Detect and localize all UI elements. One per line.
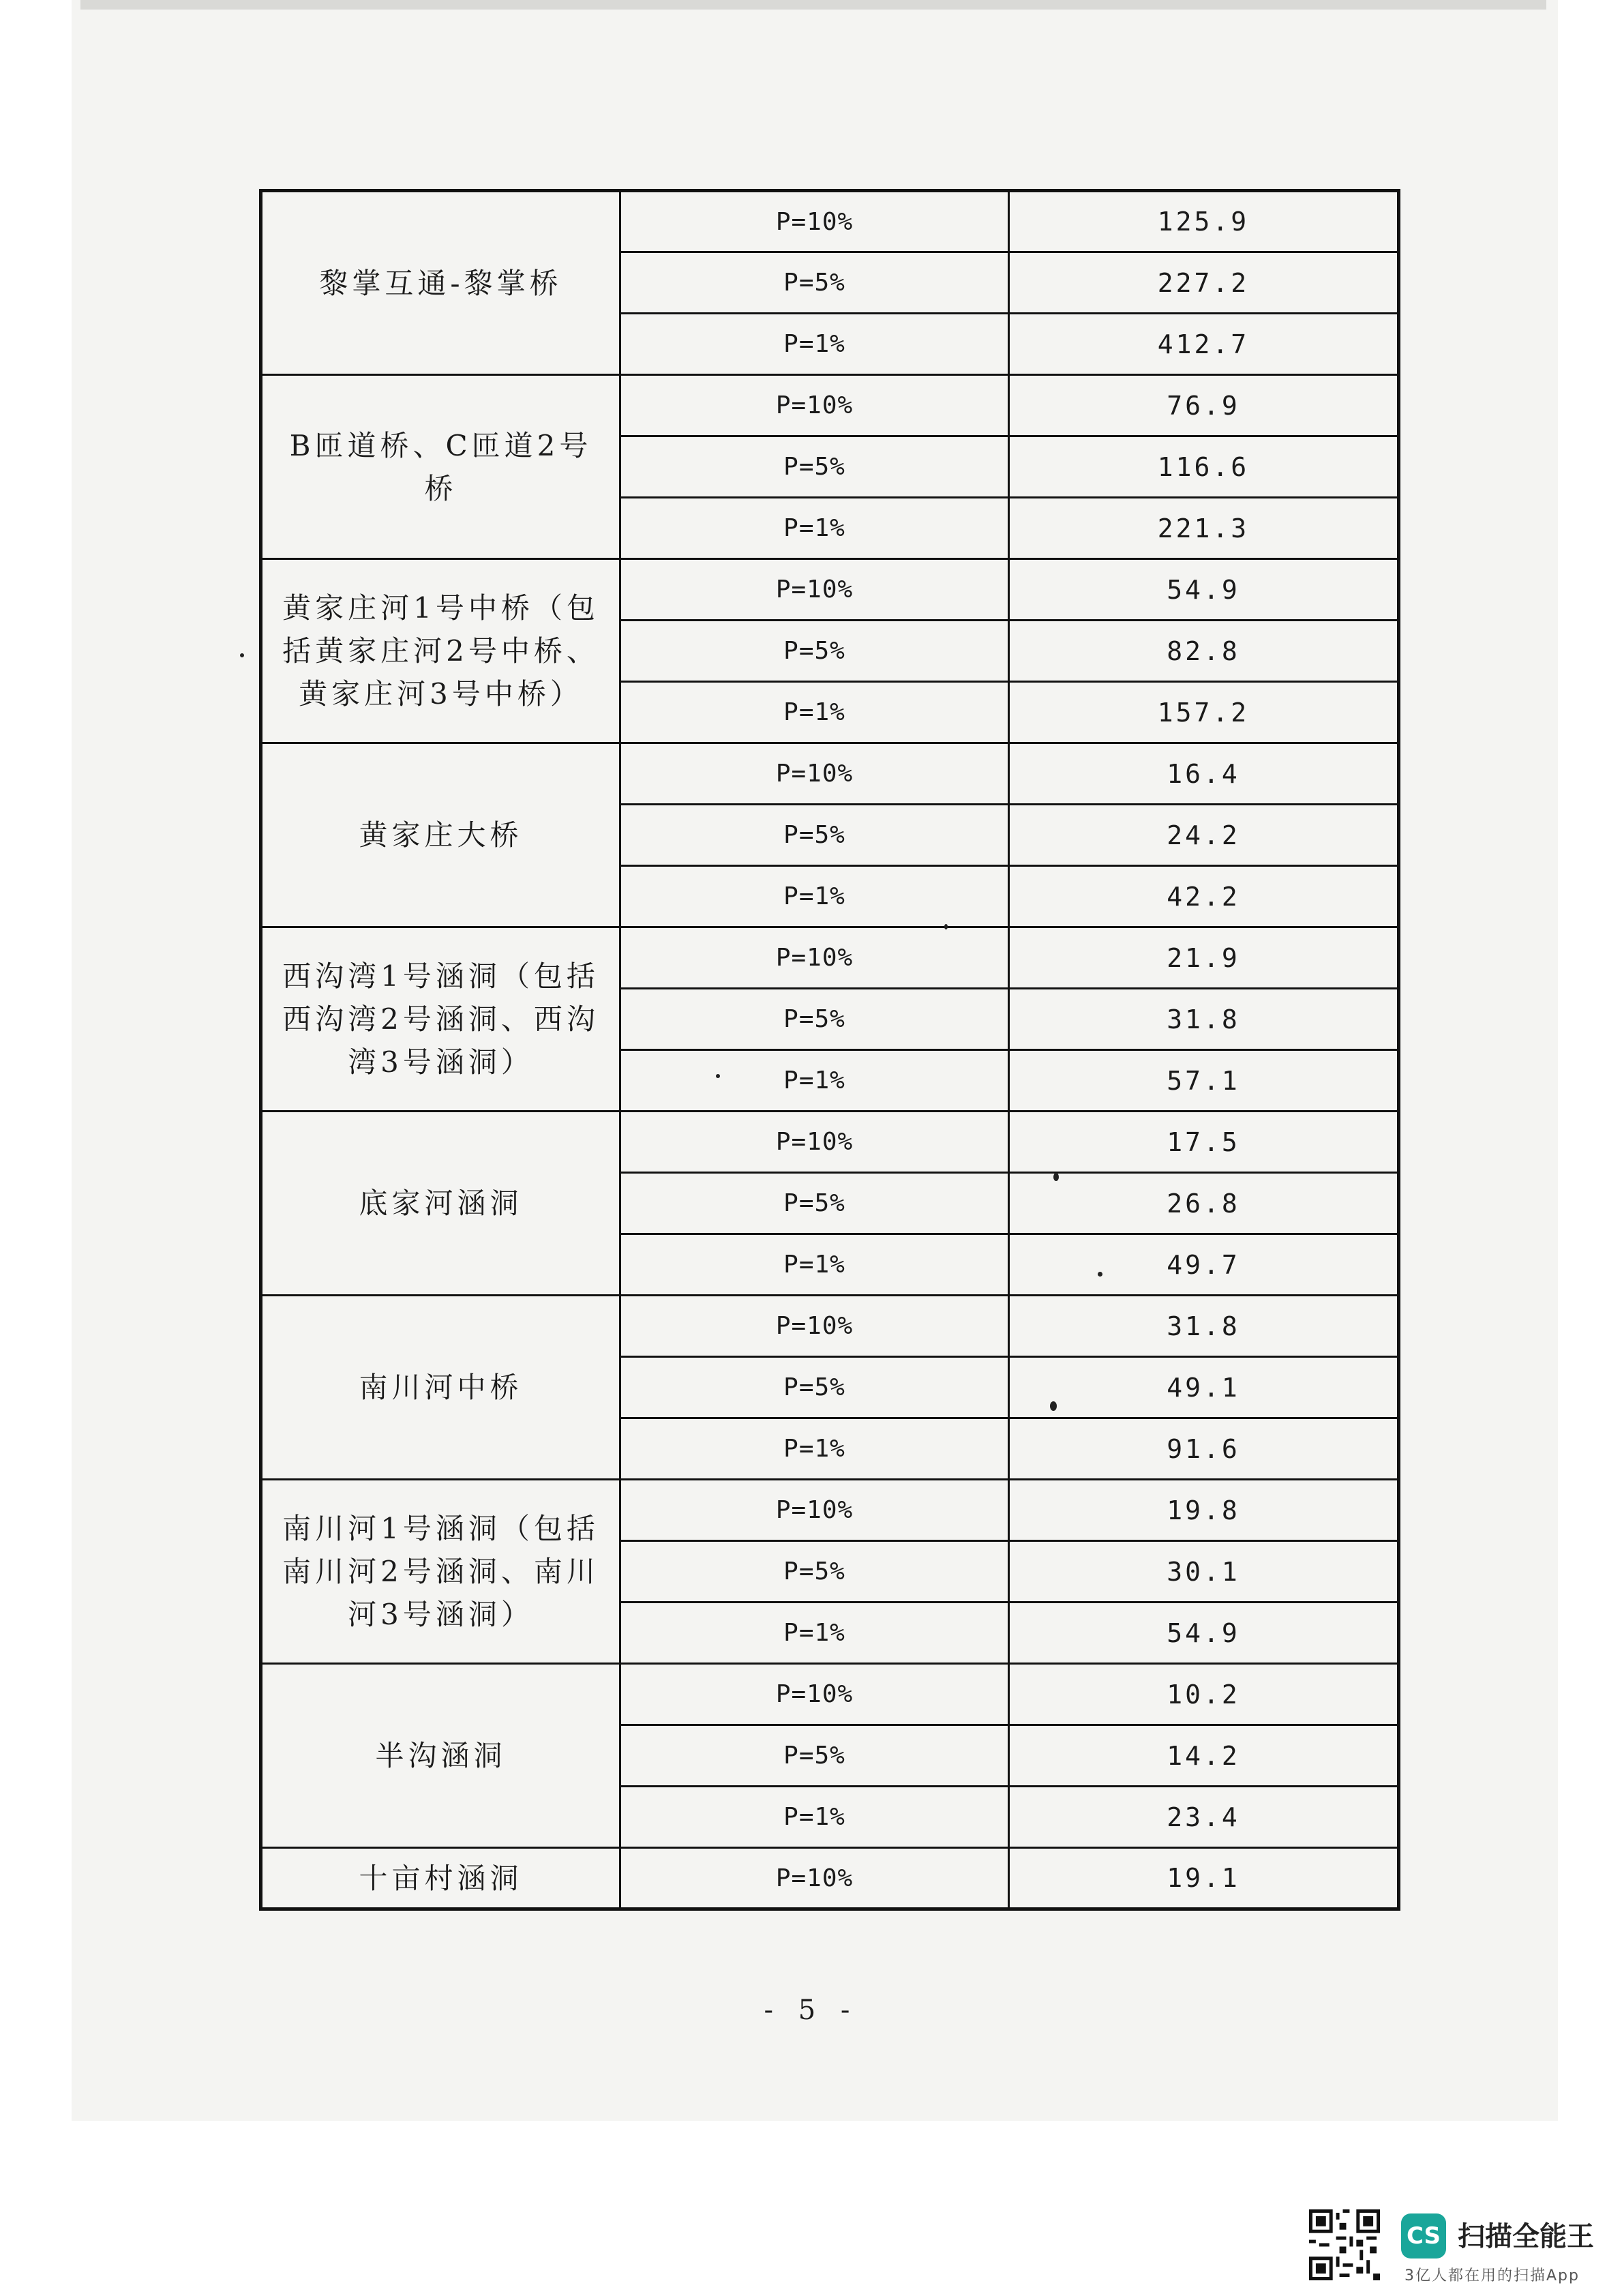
flow-value-cell: 17.5 bbox=[1009, 1112, 1399, 1173]
frequency-cell: P=5% bbox=[620, 1541, 1009, 1602]
flow-value-cell: 31.8 bbox=[1009, 1296, 1399, 1357]
flow-value-cell: 49.7 bbox=[1009, 1234, 1399, 1296]
frequency-cell: P=1% bbox=[620, 866, 1009, 927]
site-name-cell: 南川河中桥 bbox=[261, 1296, 620, 1480]
table-row bbox=[261, 927, 1399, 989]
frequency-cell: P=1% bbox=[620, 682, 1009, 743]
frequency-cell: P=5% bbox=[620, 436, 1009, 498]
table-row bbox=[261, 1848, 1399, 1909]
table-row bbox=[261, 1112, 1399, 1173]
flow-value-cell: 30.1 bbox=[1009, 1541, 1399, 1602]
frequency-cell: P=10% bbox=[620, 1112, 1009, 1173]
scan-speck bbox=[944, 924, 948, 929]
frequency-cell: P=1% bbox=[620, 1418, 1009, 1480]
frequency-cell: P=1% bbox=[620, 1050, 1009, 1112]
site-name-cell: 西沟湾1号涵洞（包括西沟湾2号涵洞、西沟湾3号涵洞） bbox=[261, 927, 620, 1112]
site-name-cell: 黄家庄河1号中桥（包括黄家庄河2号中桥、黄家庄河3号中桥） bbox=[261, 559, 620, 743]
scan-speck bbox=[716, 1074, 720, 1078]
flow-value-cell: 116.6 bbox=[1009, 436, 1399, 498]
paper-top-edge bbox=[80, 0, 1546, 10]
site-name-cell: B匝道桥、C匝道2号桥 bbox=[261, 375, 620, 559]
frequency-cell: P=10% bbox=[620, 1296, 1009, 1357]
frequency-cell: P=10% bbox=[620, 1480, 1009, 1541]
frequency-cell: P=1% bbox=[620, 498, 1009, 559]
flow-value-cell: 49.1 bbox=[1009, 1357, 1399, 1418]
flow-value-cell: 31.8 bbox=[1009, 989, 1399, 1050]
site-name-cell: 黎掌互通-黎掌桥 bbox=[261, 191, 620, 375]
flow-value-cell: 54.9 bbox=[1009, 1602, 1399, 1664]
frequency-cell: P=10% bbox=[620, 191, 1009, 252]
flood-flow-table-body bbox=[261, 191, 1399, 1909]
frequency-cell: P=5% bbox=[620, 805, 1009, 866]
flow-value-cell: 26.8 bbox=[1009, 1173, 1399, 1234]
flow-value-cell: 23.4 bbox=[1009, 1787, 1399, 1848]
flow-value-cell: 42.2 bbox=[1009, 866, 1399, 927]
frequency-cell: P=10% bbox=[620, 1848, 1009, 1909]
flow-value-cell: 16.4 bbox=[1009, 743, 1399, 805]
flow-value-cell: 19.1 bbox=[1009, 1848, 1399, 1909]
flow-value-cell: 10.2 bbox=[1009, 1664, 1399, 1725]
frequency-cell: P=1% bbox=[620, 1787, 1009, 1848]
flow-value-cell: 54.9 bbox=[1009, 559, 1399, 621]
flow-value-cell: 76.9 bbox=[1009, 375, 1399, 436]
camscanner-logo: CS bbox=[1401, 2213, 1446, 2258]
scanner-app-slogan: 3亿人都在用的扫描App bbox=[1405, 2267, 1580, 2284]
flow-value-cell: 24.2 bbox=[1009, 805, 1399, 866]
table-row bbox=[261, 1296, 1399, 1357]
table-row bbox=[261, 375, 1399, 436]
frequency-cell: P=5% bbox=[620, 989, 1009, 1050]
table-row bbox=[261, 743, 1399, 805]
frequency-cell: P=5% bbox=[620, 252, 1009, 314]
flow-value-cell: 125.9 bbox=[1009, 191, 1399, 252]
scanner-app-name: 扫描全能王 bbox=[1458, 2221, 1594, 2252]
scan-speck bbox=[1053, 1173, 1059, 1181]
frequency-cell: P=1% bbox=[620, 314, 1009, 375]
table-row bbox=[261, 1480, 1399, 1541]
flow-value-cell: 227.2 bbox=[1009, 252, 1399, 314]
flow-value-cell: 21.9 bbox=[1009, 927, 1399, 989]
site-name-cell: 南川河1号涵洞（包括南川河2号涵洞、南川河3号涵洞） bbox=[261, 1480, 620, 1664]
site-name-cell: 十亩村涵洞 bbox=[261, 1848, 620, 1909]
frequency-cell: P=10% bbox=[620, 559, 1009, 621]
scan-speck bbox=[1098, 1272, 1102, 1277]
frequency-cell: P=1% bbox=[620, 1234, 1009, 1296]
frequency-cell: P=10% bbox=[620, 927, 1009, 989]
flow-value-cell: 221.3 bbox=[1009, 498, 1399, 559]
scan-speck bbox=[1050, 1401, 1057, 1411]
frequency-cell: P=1% bbox=[620, 1602, 1009, 1664]
table-row bbox=[261, 1664, 1399, 1725]
site-name-cell: 底家河涵洞 bbox=[261, 1112, 620, 1296]
table-row bbox=[261, 559, 1399, 621]
page-number: - 5 - bbox=[764, 1995, 858, 2026]
frequency-cell: P=10% bbox=[620, 743, 1009, 805]
frequency-cell: P=5% bbox=[620, 1173, 1009, 1234]
flow-value-cell: 19.8 bbox=[1009, 1480, 1399, 1541]
scanner-watermark bbox=[1309, 2209, 1595, 2284]
frequency-cell: P=5% bbox=[620, 621, 1009, 682]
table-row bbox=[261, 191, 1399, 252]
frequency-cell: P=5% bbox=[620, 1725, 1009, 1787]
flood-flow-table bbox=[259, 189, 1400, 1911]
flow-value-cell: 57.1 bbox=[1009, 1050, 1399, 1112]
flow-value-cell: 91.6 bbox=[1009, 1418, 1399, 1480]
flow-value-cell: 14.2 bbox=[1009, 1725, 1399, 1787]
qr-code-icon bbox=[1309, 2209, 1380, 2280]
site-name-cell: 黄家庄大桥 bbox=[261, 743, 620, 927]
frequency-cell: P=10% bbox=[620, 375, 1009, 436]
frequency-cell: P=10% bbox=[620, 1664, 1009, 1725]
frequency-cell: P=5% bbox=[620, 1357, 1009, 1418]
site-name-cell: 半沟涵洞 bbox=[261, 1664, 620, 1848]
flow-value-cell: 157.2 bbox=[1009, 682, 1399, 743]
flow-value-cell: 82.8 bbox=[1009, 621, 1399, 682]
scan-speck bbox=[240, 653, 244, 657]
flow-value-cell: 412.7 bbox=[1009, 314, 1399, 375]
